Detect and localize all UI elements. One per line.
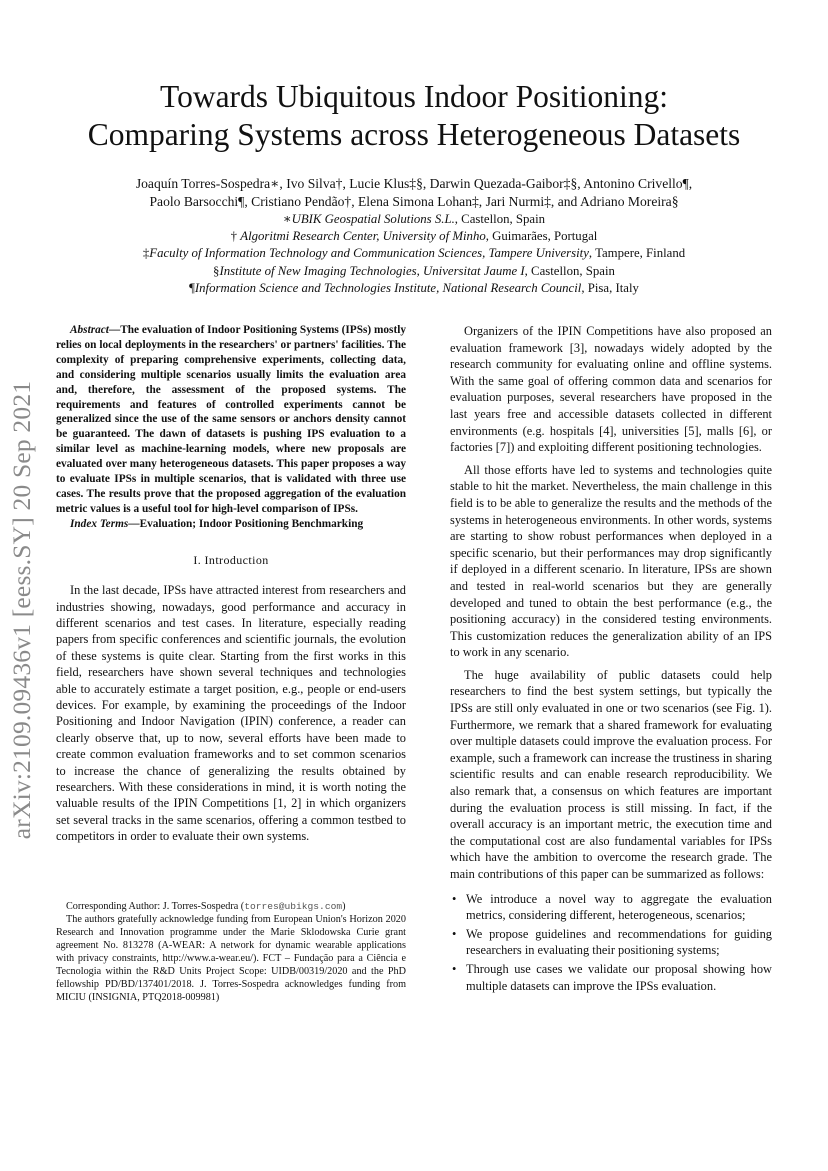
bullet-icon: • xyxy=(452,891,457,906)
affiliation-2: † Algoritmi Research Center, University of Minho, Guimarães, Portugal xyxy=(230,229,598,244)
paper-title xyxy=(40,78,788,154)
list-item: • We introduce a novel way to aggregate the evaluation metrics, considering different, heterogeneous, scenarios; xyxy=(452,891,772,923)
affiliation-1: ∗UBIK Geospatial Solutions S.L., Castellon, Spain xyxy=(282,212,546,226)
affiliation-3: ‡Faculty of Information Technology and Communication Sciences, Tampere University, Tampere, Finland xyxy=(142,246,686,261)
title-line-1: Towards Ubiquitous Indoor Positioning: xyxy=(160,79,668,114)
title-line-2: Comparing Systems across Heterogeneous Datasets xyxy=(87,117,741,152)
contributions-list xyxy=(450,891,772,995)
authors-line-2: Paolo Barsocchi¶, Cristiano Pendão†, Elena Simona Lohan‡, Jari Nurmi‡, and Adriano Moreira§ xyxy=(149,194,679,209)
right-paragraph-3: The huge availability of public datasets could help researchers to find the best system settings, but typically the IPSs are still only evaluated in one or two scenarios (see Fig. 1). Furthermore, we remark that a shared framework for evaluating over multiple datasets could improve the evaluation process. For example, such a framework can increase the trustiness in sharing scientific results and can enable research reproducibility. We also remark that, a consensus on which features are important during the evaluation process is still missing. In fact, if the overall accuracy is an important metric, the execution time and the computational cost are also fundamental variables for IPSs which have the ambition to overcome the research grade. The main contributions of this paper can be summarized as follows: xyxy=(450,667,772,881)
right-paragraph-2: All those efforts have led to systems and technologies quite stable to hit the market. Nevertheless, the main challenge in this field is to be able to generalize the results and the methods of the systems in heterogeneous environments. In other words, systems are starting to show robust performances when deployed in a specific scenario, but their performances may drop significantly if deployed in a different scenario. In literature, IPSs are shown and tested in real-world scenarios but they are generally developed and tuned to obtain the best performance (e.g., the positioning accuracy) in the considered testing environments. This customization reduces the generalization ability of an IPS to work in any scenario. xyxy=(450,462,772,660)
intro-paragraph: In the last decade, IPSs have attracted interest from researchers and industries showing, nowadays, good performance and accuracy in different scenarios and test cases. In literature, especially reading papers from specific conferences and scientific journals, the evolution of these systems is quite clear. Starting from the first works in this field, researchers have shown several techniques and technologies able to accurately estimate a target position, e.g., people or end-users devices. For example, by examining the proceedings of the Indoor Positioning and Indoor Navigation (IPIN) conference, a reader can clearly observe that, up to now, several efforts have been made to create common evaluation frameworks and to set common scenarios to increase the chance of generalizing the results obtained by researchers. With these considerations in mind, it is worth noting the valuable results of the IPIN Competitions [1, 2] in which organizers set several tracks in the same scenarios, offering a common testbed to competitors in order to evaluate their own systems. xyxy=(56,583,406,844)
section-heading-introduction: I. Introduction xyxy=(193,552,269,567)
bullet-icon: • xyxy=(452,926,457,941)
author-list xyxy=(40,175,788,211)
affiliation-4: §Institute of New Imaging Technologies, Universitat Jaume I, Castellon, Spain xyxy=(213,263,615,278)
list-item: • We propose guidelines and recommendations for guiding researchers in evaluating their positioning systems; xyxy=(452,926,772,958)
index-terms: Index Terms—Evaluation; Indoor Positioning Benchmarking xyxy=(70,517,364,530)
affiliations xyxy=(40,211,788,297)
affiliation-5: ¶Information Science and Technologies Institute, National Research Council, Pisa, Italy xyxy=(189,280,639,295)
arxiv-watermark xyxy=(2,345,42,875)
right-paragraph-1: Organizers of the IPIN Competitions have also proposed an evaluation framework [3], nowadays widely adopted by the research community for evaluating online and offline systems. With the same goal of offering common data and scenarios for evaluation purposes, several researchers have proposed in the last years free and accessible datasets collected in different environments (e.g. hospitals [4], universities [5], malls [6], or factories [7]) and exploiting different positioning technologies. xyxy=(450,324,772,455)
footnotes xyxy=(56,900,406,1004)
author-email-link[interactable]: torres@ubikgs.com xyxy=(244,901,343,912)
left-column xyxy=(56,323,406,851)
arxiv-id: arXiv:2109.09436v1 [eess.SY] 20 Sep 2021 xyxy=(7,380,36,840)
right-column xyxy=(450,323,772,996)
abstract: Abstract—The evaluation of Indoor Positioning Systems (IPSs) mostly relies on local deployments in the researchers' or partners' facilities. The complexity of preparing comprehensive experiments, collecting data, and considering multiple scenarios usually limits the evaluation area and, therefore, the assessment of the proposed systems. The requirements and features of controlled experiments cannot be generalized since the use of the same sensors or anchors density cannot be guaranteed. The dawn of datasets is pushing IPS evaluation to a similar level as machine-learning models, where new proposals are evaluated over many heterogeneous datasets. This paper proposes a way to evaluate IPSs in multiple scenarios, that is validated with three use cases. The results prove that the proposed aggregation of the evaluation metric values is a useful tool for high-level comparison of IPSs. xyxy=(56,324,406,515)
bullet-icon: • xyxy=(452,961,457,976)
authors-line-1: Joaquín Torres-Sospedra∗, Ivo Silva†, Lucie Klus‡§, Darwin Quezada-Gaibor‡§, Antonino Crivello¶, xyxy=(135,176,693,191)
footnote-funding: The authors gratefully acknowledge funding from European Union's Horizon 2020 Research and Innovation programme under the Marie Sklodowska Curie grant agreement No. 813278 (A-WEAR: A network for dynamic wearable applications with privacy constraints, http://www.a-wear.eu/). FCT – Fundação para a Ciência e Tecnologia within the R&D Units Project Scope: UIDB/00319/2020 and the PhD fellowship PD/BD/137401/2018. J. Torres-Sospedra acknowledges funding from MICIU (INSIGNIA, PTQ2018-009981) xyxy=(56,914,406,1003)
footnote-corresponding-author: Corresponding Author: J. Torres-Sospedra (torres@ubikgs.com) xyxy=(66,901,346,912)
list-item: • Through use cases we validate our proposal showing how multiple datasets can improve the IPSs evaluation. xyxy=(452,961,772,993)
